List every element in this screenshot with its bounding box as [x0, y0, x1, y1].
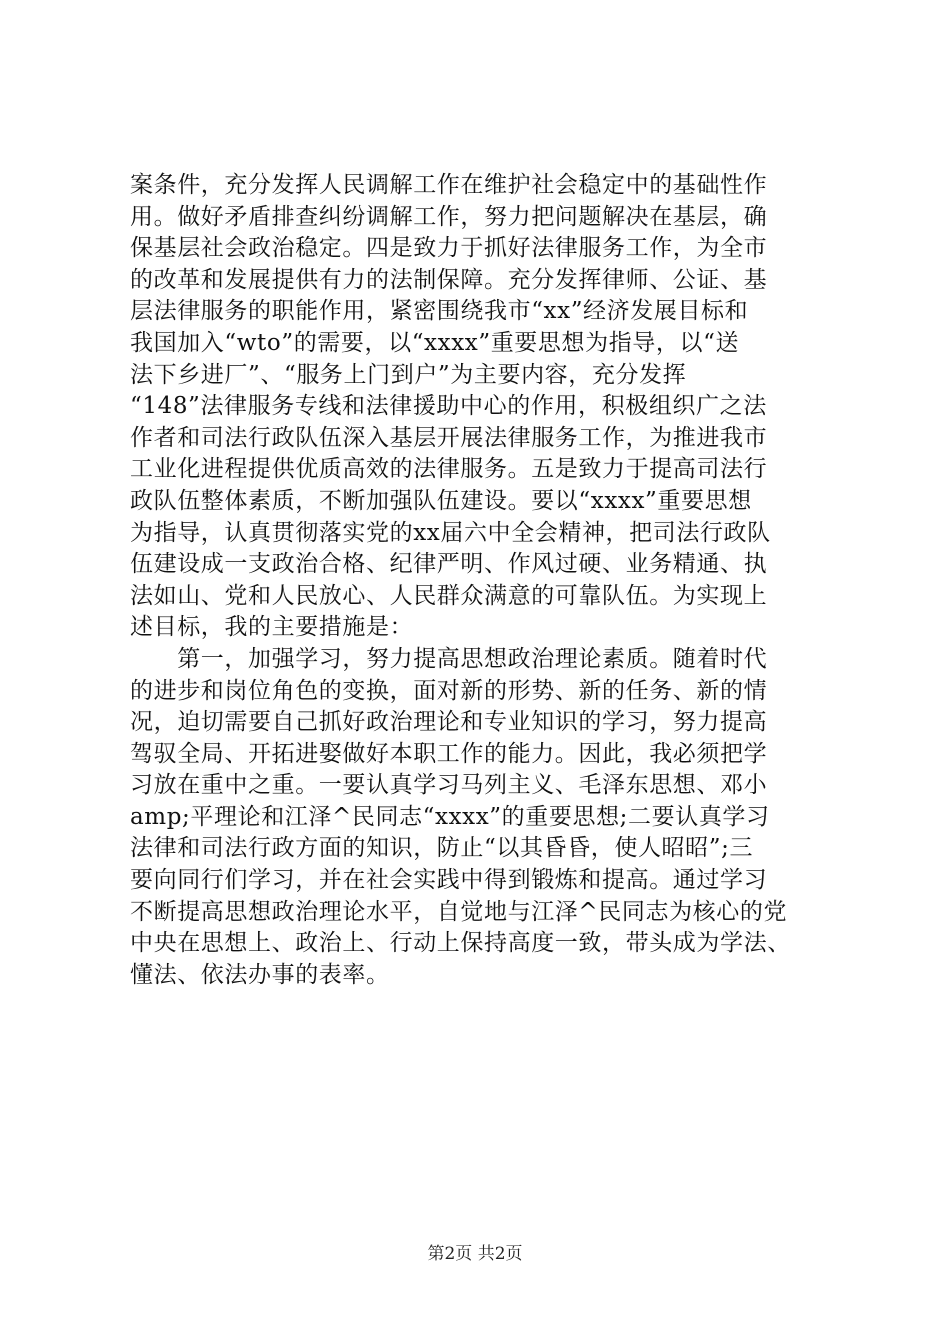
- text-line: 法如山、党和人民放心、人民群众满意的可靠队伍。为实现上: [130, 582, 768, 609]
- text-line: 法律和司法行政方面的知识，防止“以其昏昏，使人昭昭”;三: [130, 835, 754, 862]
- text-line: 中央在思想上、政治上、行动上保持高度一致，带头成为学法、: [130, 930, 791, 957]
- text-line: 法下乡进厂”、“服务上门到户”为主要内容，充分发挥: [130, 361, 687, 388]
- text-line: 的改革和发展提供有力的法制保障。充分发挥律师、公证、基: [130, 266, 768, 293]
- text-line: 懂法、依法办事的表率。: [130, 961, 390, 988]
- text-line: 述目标，我的主要措施是：: [130, 614, 414, 641]
- text-line: 案条件，充分发挥人民调解工作在维护社会稳定中的基础性作: [130, 172, 768, 198]
- body-text: [130, 170, 830, 991]
- text-line: 要向同行们学习，并在社会实践中得到锻炼和提高。通过学习: [130, 867, 768, 894]
- text-line: 不断提高思想政治理论水平，自觉地与江泽^民同志为核心的党: [130, 898, 788, 925]
- text-line: 用。做好矛盾排查纠纷调解工作，努力把问题解决在基层，确: [130, 203, 768, 230]
- text-line: 层法律服务的职能作用，紧密围绕我市“xx”经济发展目标和: [130, 298, 749, 325]
- text-line: 保基层社会政治稳定。四是致力于抓好法律服务工作，为全市: [130, 235, 768, 262]
- text-line: 作者和司法行政队伍深入基层开展法律服务工作，为推进我市: [130, 424, 768, 451]
- text-line: 驾驭全局、开拓进娶做好本职工作的能力。因此，我必须把学: [130, 740, 768, 767]
- text-line: 为指导，认真贯彻落实党的xx届六中全会精神，把司法行政队: [130, 519, 771, 546]
- text-line: 况，迫切需要自己抓好政治理论和专业知识的学习，努力提高: [130, 709, 768, 736]
- text-line: 政队伍整体素质，不断加强队伍建设。要以“xxxx”重要思想: [130, 487, 752, 514]
- page-number-footer: 第2页 共2页: [427, 1244, 523, 1264]
- text-line: “148”法律服务专线和法律援助中心的作用，积极组织广之法: [130, 393, 767, 420]
- text-line: 伍建设成一支政治合格、纪律严明、作风过硬、业务精通、执: [130, 551, 768, 578]
- text-line: 的进步和岗位角色的变换，面对新的形势、新的任务、新的情: [130, 677, 768, 704]
- text-line: 工业化进程提供优质高效的法律服务。五是致力于提高司法行: [130, 456, 768, 483]
- text-line: 第一，加强学习，努力提高思想政治理论素质。随着时代: [130, 645, 768, 672]
- text-line: 习放在重中之重。一要认真学习马列主义、毛泽东思想、邓小: [130, 772, 768, 799]
- text-line: amp;平理论和江泽^民同志“xxxx”的重要思想;二要认真学习: [130, 803, 770, 830]
- text-line: 我国加入“wto”的需要，以“xxxx”重要思想为指导，以“送: [130, 329, 740, 356]
